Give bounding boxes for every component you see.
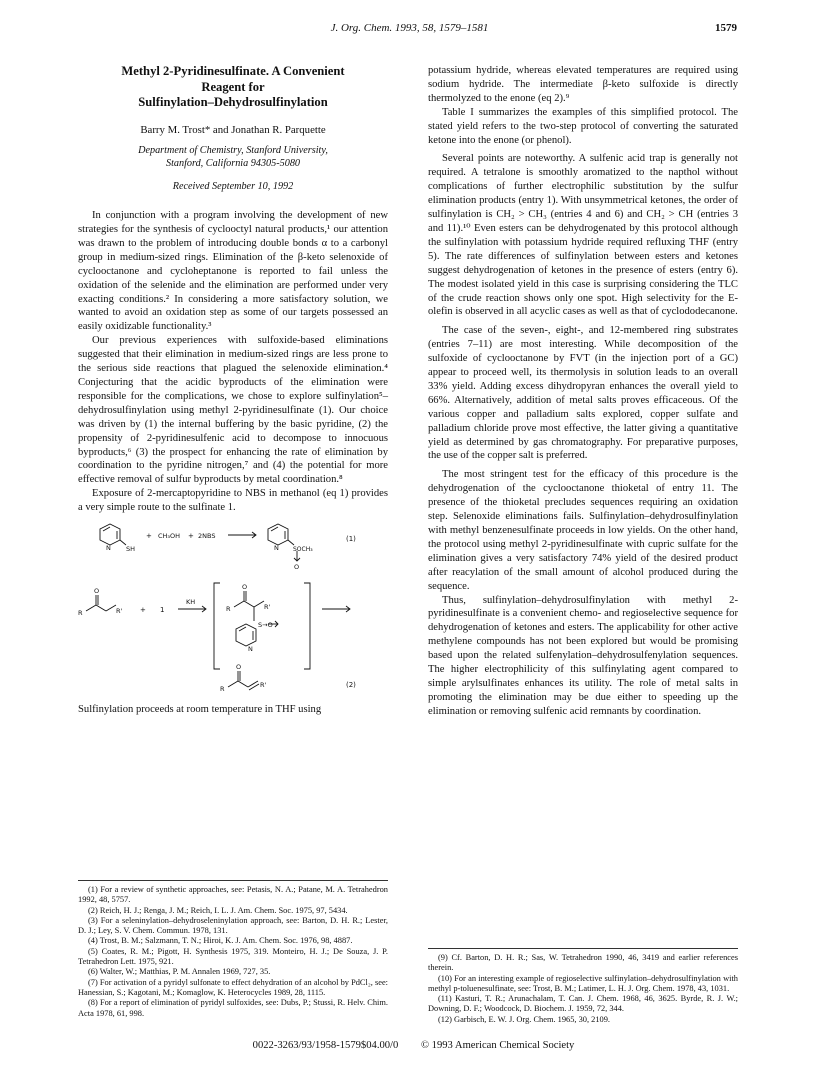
paragraph: The case of the seven-, eight-, and 12-membered ring substrates (entries 7–11) are most interesting. While decomposition of the sulfoxide of cyclooctanone by FVT (in the injection port of a GC) appear to proceed well, its thermolysis in solution leads to an overall 33% yield. Adding excess dihydropyran enhances the overall yield to 66%. Alternatively, addition of metal salts proves efficaceous. Of the various copper and palladium salts explored, copper sulfate and palladium chloride prove most effective, the latter giving a quantitative yield as determined by gas chromatography. For preparative purposes, the use of the copper salt is preferred.: [428, 325, 738, 462]
affiliation-line-1: Department of Chemistry, Stanford University,: [138, 145, 328, 157]
r-label-3: R: [220, 685, 225, 694]
sulfoxide-label: S→O: [258, 621, 273, 630]
ketone-structure: [86, 595, 116, 611]
title-line-3: Sulfinylation–Dehydrosulfinylation: [138, 95, 328, 109]
reaction-scheme: [78, 521, 388, 695]
methanol-reagent: CH₃OH: [158, 532, 181, 541]
sulfinyl-o: O: [294, 563, 300, 572]
footnote: (2) Reich, H. J.; Renga, J. M.; Reich, I. L. J. Am. Chem. Soc. 1975, 97, 5434.: [88, 905, 348, 915]
scheme-drawing: [78, 521, 388, 695]
page-number: 1579: [715, 22, 737, 34]
journal-citation: J. Org. Chem. 1993, 58, 1579–1581: [330, 22, 489, 34]
rprime-label-1: R': [116, 607, 123, 616]
pyridine-n-1: N: [106, 544, 111, 553]
paragraph: Our previous experiences with sulfoxide-based eliminations suggested that their elimination in medium-sized rings are less prone to the serious side reactions that plagued the selenoxide elimination.⁴ Conjecturing that the acidic byproducts of the elimination were responsible for the complications, we chose to explore sulfinylation⁵–dehydrosulfinylation using methyl 2-pyridinesulfinate (1). Our choice was driven by (1) the internal buffering by the basic pyridine, (2) the propensity of 2-pyridinesulfenic acid to decompose to innocuous byproducts,⁶ (3) the prospect for enhancing the rate of elimination by coordination to the pyridine nitrogen,⁷ and (4) the potential for more effective removal of sulfur byproducts by metal coordination.⁸: [78, 335, 388, 486]
title-line-2: Reagent for: [201, 79, 265, 94]
received-date: Received September 10, 1992: [172, 181, 294, 193]
footnote: (4) Trost, B. M.; Salzmann, T. N.; Hiroi, K. J. Am. Chem. Soc. 1976, 98, 4887.: [88, 936, 353, 946]
reagent-1-label: 1: [160, 606, 165, 615]
paragraph: potassium hydride, whereas elevated temperatures are required using sodium hydride. The intermediate β-keto sulfoxide is directly thermolyzed to the enone (eq 2).⁹: [428, 65, 738, 104]
pyridine-n-3: N: [248, 645, 253, 654]
r-label-1: R: [78, 609, 83, 618]
footnote: (10) For an interesting example of regioselective sulfinylation–dehydrosulfinylation with methyl p-toluenesulfinate, see: Trost, B. M.; Latimer, L. H. J. Org. Chem. 1978, 43, 1031.: [428, 973, 738, 993]
plus-3: +: [140, 606, 146, 615]
copyright-notice: © 1993 American Chemical Society: [420, 1040, 575, 1051]
left-column: [78, 64, 388, 717]
kh-label: KH: [186, 598, 196, 607]
ketone-o: O: [94, 587, 100, 596]
paragraph: Table I summarizes the examples of this simplified protocol. The stated yield refers to the two-step protocol of converting the saturated ketone into the enone (or phenol).: [428, 106, 738, 146]
reaction-arrow-2: [178, 606, 206, 612]
footnote: (5) Coates, R. M.; Pigott, H. Synthesis 1975, 319. Monteiro, H. J.; De Souza, J. P. Tetrahedron Lett. 1975, 921.: [78, 946, 388, 967]
footnote: (11) Kasturi, T. R.; Arunachalam, T. Can. J. Chem. 1968, 46, 3625. Byrde, R. J. W.; Downing, D. F.; Woodcock, D. Biochem. J. 1959, 72, 344.: [428, 994, 738, 1014]
rprime-label-2: R': [264, 603, 271, 612]
paragraph: Exposure of 2-mercaptopyridine to NBS in methanol (eq 1) provides a very simple route to the sulfinate 1.: [78, 488, 388, 514]
nbs-reagent: 2NBS: [198, 532, 216, 541]
paragraph: In conjunction with a program involving the development of new strategies for the synthesis of cyclooctyl natural products,¹ our attention was drawn to the problem of introducing double bonds α to a carbonyl group in medium-sized rings. Elimination of the β-keto selenoxide of cyclooctanone and cycloheptanone is reported to fail unless the oxidation of the selenide and the elimination are performed under very exacting conditions.² In considering a more satisfactory solution, we wanted to avoid an oxidation step as some of our targets possessed an easily oxidizable functionality.³: [78, 210, 388, 333]
sulfinate-structure: [268, 524, 300, 561]
authors: Barry M. Trost* and Jonathan R. Parquette: [140, 123, 326, 136]
intermediate-o: O: [242, 583, 248, 592]
reaction-arrow-1: [228, 532, 256, 538]
footnote: (9) Cf. Barton, D. H. R.; Sas, W. Tetrahedron 1990, 46, 3419 and earlier references therein.: [428, 953, 738, 973]
footnote: (7) For activation of a pyridyl sulfonate to effect dehydration of an alcohol by PdCl₂, see: Hanessian, S.; Kagotani, M.; Komaglow, K. Heterocycles 1989, 28, 1115.: [78, 977, 388, 997]
right-column: [428, 64, 738, 719]
sh-label: SH: [126, 545, 136, 554]
affiliation-line-2: Stanford, California 94305-5080: [165, 157, 301, 169]
enone-o: O: [236, 663, 242, 672]
footnote: (1) For a review of synthetic approaches, see: Petasis, N. A.; Patane, M. A. Tetrahedron 1992, 48, 5757.: [78, 885, 388, 905]
article-code: 0022-3263/93/1958-1579$04.00/0: [252, 1040, 399, 1051]
paragraph: The most stringent test for the efficacy of this procedure is the dehydrogenation of the cyclooctanone thioketal of entry 11. The presence of the thioketal precludes sequences requiring an oxidation step. Selenoxide eliminations fails. Sulfinylation–dehydrosulfinylation with methyl benzenesulfinate proceeds in low yields. On the other hand, the protocol using methyl 2-pyridinesulfinate with cupric sulfate for the elimination gives a very satisfactory 74% yield of the desired product after reacylation of the small amount of alcohol produced during the sequence.: [428, 469, 738, 592]
rprime-label-3: R': [260, 681, 267, 690]
affiliation: [78, 145, 388, 170]
paragraph: Several points are noteworthy. A sulfenic acid trap is generally not required. A tetralone is smoothly aromatized to the napthol without complications of further electrophilic substitution by the sulfur elimination products (entry 1). With unsymmetrical ketones, the order of sulfinylation is CH₂ > CH₃ (entries 4 and 6) and CH₂ > CH (entries 3 and 11).¹⁰ Even esters can be dehydrogenated by this protocol although the sulfinylation with potassium hydride required refluxing THF (entry 5). The rate differences of sulfinylation between esters and ketones suggest dehydrogenation of ketones in the presence of esters (entry 6). The modest isolated yield in this case is surprising considering the TLC of the crude reaction shows only one spot. High selectivity for the E-olefin is observed in all acyclic cases as well as that of cyclododecanone.: [428, 153, 738, 318]
page-footer: [0, 1040, 827, 1051]
footnote: (6) Walter, W.; Matthias, P. M. Annalen 1969, 727, 35.: [88, 967, 271, 977]
plus-1: +: [146, 532, 152, 541]
pyridine-n-2: N: [274, 544, 279, 553]
footnote: (8) For a report of elimination of pyridyl sulfoxides, see: Dubs, P.; Stussi, R. Helv. Chim. Acta 1978, 61, 998.: [78, 998, 388, 1018]
equation-2-number: (2): [346, 681, 356, 690]
enone-structure: [228, 671, 259, 690]
reaction-arrow-3: [322, 606, 350, 612]
page-header: [82, 22, 737, 38]
mercaptopyridine-structure: [100, 524, 126, 545]
soch3-label: SOCH₃: [293, 546, 313, 554]
footnotes-left: [78, 880, 388, 1019]
paragraph: Thus, sulfinylation–dehydrosulfinylation with methyl 2-pyridinesulfinate is a convenient chemo- and regioselective sequence for dehydrogenation of ketones and esters. The applicability for other active methylene compounds has not been explored but would be promising based upon the related sulfenylation–dehydrosulfenylation sequences. The higher electrophilicity of this sulfinylating agent compared to simple arylsulfinates enhances its utility. The role of metal salts in promoting the elimination may be due either to speeding up the elimination or removing sulfenic acid remnants by coordination.: [428, 594, 738, 717]
footnotes-right: [428, 948, 738, 1025]
plus-2: +: [188, 532, 194, 541]
r-label-2: R: [226, 605, 231, 614]
title-line-1: Methyl 2-Pyridinesulfinate. A Convenient: [121, 64, 345, 78]
paragraph: Sulfinylation proceeds at room temperature in THF using: [78, 704, 322, 716]
equation-1-number: (1): [346, 535, 356, 544]
footnote: (3) For a seleninylation–dehydroseleninylation approach, see: Barton, D. H. R.; Lester, D. J.; Ley, S. V. Chem. Commun. 1978, 131.: [78, 915, 388, 936]
footnote: (12) Garbisch, E. W. J. Org. Chem. 1965, 30, 2109.: [438, 1014, 610, 1024]
article-title: [84, 64, 382, 111]
